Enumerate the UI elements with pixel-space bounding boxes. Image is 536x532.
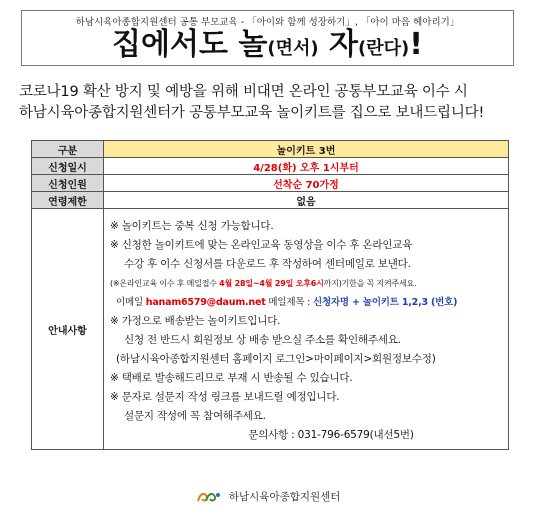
guide-content [104, 209, 509, 450]
title-paren1: (면서) [267, 38, 319, 59]
row-value-capacity: 선착순 70가정 [104, 175, 509, 192]
row-label-category: 구분 [32, 141, 104, 158]
contact-info: 문의사항 : 031-796-6579(내선5번) [248, 429, 414, 441]
deadline-suffix: 까지)기한을 꼭 지켜주세요. [323, 279, 417, 288]
intro-line-2: 하남시육아종합지원센터가 공통부모교육 놀이키트를 집으로 보내드립니다! [19, 105, 485, 121]
guide-line: 설문지 작성에 꼭 참여해주세요. [124, 410, 266, 422]
header-subtitle: 하남시육아종합지원센터 공통 부모교육 - 「아이와 함께 성장하기」, 「아이 마음 헤아리기」 [75, 17, 460, 28]
row-value-date: 4/28(화) 오후 1시부터 [104, 158, 509, 175]
title-paren2: (란다) [358, 38, 410, 59]
page-title [22, 26, 513, 68]
guide-email-line [110, 293, 502, 312]
info-table [31, 140, 509, 450]
guide-line: (하남시육아종합지원센터 홈페이지 로그인>마이페이지>회원정보수정) [116, 353, 436, 365]
table-row [32, 175, 509, 192]
row-label-date: 신청일시 [32, 158, 104, 175]
center-logo-icon [196, 490, 222, 504]
table-row [32, 209, 509, 450]
guide-line: ※ 놀이키트는 중복 신청 가능합니다. [110, 220, 274, 232]
guide-line: 수강 후 이수 신청서를 다운로드 후 작성하여 센터메일로 보낸다. [124, 258, 411, 270]
table-row [32, 158, 509, 175]
email-address[interactable]: hanam6579@daum.net [145, 297, 266, 308]
intro-text [19, 82, 519, 124]
guide-line: ※ 신청한 놀이키트에 맞는 온라인교육 동영상을 이수 후 온라인교육 [110, 239, 413, 251]
email-subject-format: 신청자명 + 놀이키트 1,2,3 (번호) [312, 297, 458, 308]
guide-line: ※ 가정으로 배송받는 놀이키트입니다. [110, 315, 281, 327]
row-value-category: 놀이키트 3번 [104, 141, 509, 158]
title-part2: 자 [318, 27, 359, 62]
row-label-age: 연령제한 [32, 192, 104, 209]
title-part1: 집에서도 놀 [112, 27, 268, 62]
email-label: 이메일 [116, 297, 146, 308]
deadline-dates: 4월 28일~4월 29일 오후6시 [219, 279, 324, 288]
guide-line: 신청 전 반드시 회원정보 상 배송 받으실 주소를 확인해주세요. [124, 334, 401, 346]
guide-line: ※ 문자로 설문지 작성 링크를 보내드릴 예정입니다. [110, 391, 340, 403]
row-value-age: 없음 [104, 192, 509, 209]
footer [0, 489, 536, 504]
row-label-capacity: 신청인원 [32, 175, 104, 192]
guide-deadline-line [110, 274, 502, 293]
table-row [32, 141, 509, 158]
deadline-prefix: (※온라인교육 이수 후 메일접수 [110, 279, 220, 288]
intro-line-1: 코로나19 확산 방지 및 예방을 위해 비대면 온라인 공통부모교육 이수 시 [19, 84, 468, 100]
title-box [21, 10, 514, 66]
email-subject-label: 메일제목 : [265, 297, 313, 308]
guide-line: ※ 택배로 발송해드리므로 부재 시 반송될 수 있습니다. [110, 372, 353, 384]
title-end: ! [409, 27, 423, 62]
footer-org-name: 하남시육아종합지원센터 [228, 491, 341, 503]
row-label-guide: 안내사항 [32, 209, 104, 450]
table-row [32, 192, 509, 209]
